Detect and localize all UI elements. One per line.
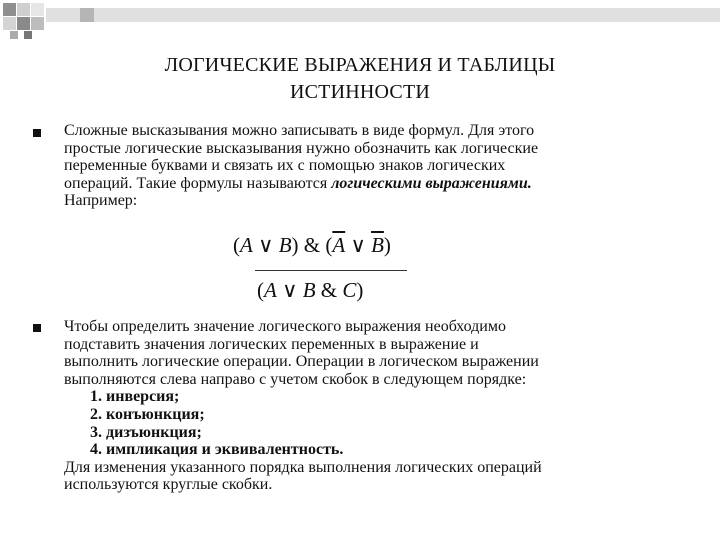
text-plain: операций. Такие формулы называются (64, 174, 332, 192)
var-b: B (278, 233, 292, 257)
text-line: простые логические высказывания нужно обозначить как логические (64, 139, 539, 157)
text-line: выполняются слева направо с учетом скобок в следующем порядке: (64, 370, 527, 388)
paragraph-1 (64, 122, 674, 210)
text-line (64, 175, 674, 193)
deco-square (31, 17, 44, 30)
var-b: B (302, 278, 316, 302)
or-symbol: ∨ (345, 233, 372, 257)
title-line-1: ЛОГИЧЕСКИЕ ВЫРАЖЕНИЯ И ТАБЛИЦЫ (164, 54, 556, 76)
bullet-square-icon (33, 129, 41, 137)
deco-square (80, 8, 94, 22)
or-symbol: ∨ (276, 278, 303, 302)
paragraph-2 (64, 318, 674, 494)
text-line: Например: (64, 192, 138, 210)
term-logical-expressions: логическими выражениями. (331, 174, 532, 192)
text-line: переменные буквами и связать их с помощью знаков логических (64, 157, 506, 175)
text-line: подставить значения логических переменных в выражение и (64, 335, 479, 353)
and-symbol: ) & ( (291, 233, 333, 257)
var-b-negated: $\overline{B}$ (371, 233, 384, 257)
formula-denominator (257, 278, 363, 303)
text-line: Для изменения указанного порядка выполнения логических операций (64, 458, 542, 476)
and-symbol: & (315, 278, 343, 302)
formula-numerator (233, 233, 391, 258)
list-item: 4. импликация и эквивалентность. (90, 441, 344, 459)
text-line: Чтобы определить значение логического выражения необходимо (64, 318, 506, 335)
list-item: 3. дизъюнкция; (90, 423, 202, 441)
var-a: A (264, 278, 277, 302)
formula-fraction-bar (255, 270, 407, 271)
deco-bar (46, 8, 720, 22)
text-line: используются круглые скобки. (64, 476, 273, 494)
paren: ) (383, 233, 391, 257)
var-a-negated: $\overline{A}$ (332, 233, 346, 257)
list-item: 1. инверсия; (90, 388, 180, 406)
list-item: 2. конъюнкция; (90, 405, 205, 423)
deco-square (17, 17, 30, 30)
title-line-2: ИСТИННОСТИ (289, 81, 431, 103)
deco-square (17, 3, 30, 16)
paren: ) (356, 278, 364, 302)
decorative-squares (0, 0, 720, 50)
deco-square (31, 3, 44, 16)
deco-square (3, 17, 16, 30)
var-a: A (240, 233, 253, 257)
deco-square (3, 3, 16, 16)
deco-square (24, 31, 32, 39)
bullet-square-icon (33, 324, 41, 332)
or-symbol: ∨ (252, 233, 279, 257)
paren: ( (257, 278, 264, 302)
paren: ( (233, 233, 240, 257)
slide-title (105, 52, 615, 106)
text-line: Сложные высказывания можно записывать в виде формул. Для этого (64, 122, 535, 139)
var-c: C (342, 278, 357, 302)
text-line: выполнить логические операции. Операции в логическом выражении (64, 353, 539, 371)
deco-square (10, 31, 18, 39)
